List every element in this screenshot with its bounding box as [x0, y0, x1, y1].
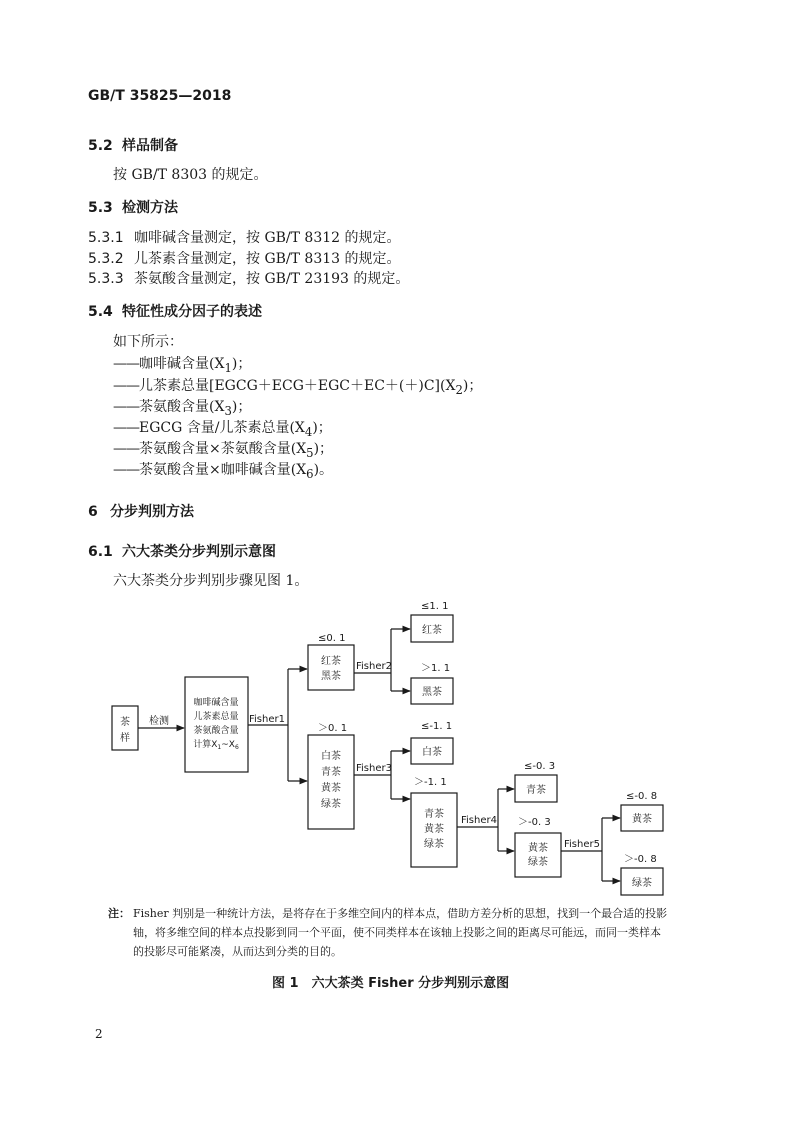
list-item: ——EGCG 含量/儿茶素总量$(X_4)$；	[113, 420, 332, 439]
section-5-3-1	[88, 227, 401, 247]
section-6-1-heading	[88, 541, 276, 561]
wqyg-line-1: 白茶	[321, 751, 341, 762]
threshold-le-m0-3: ≤-0. 3	[524, 761, 556, 772]
wqyg-line-2: 青茶	[321, 767, 341, 778]
wqyg-line-3: 黄茶	[321, 783, 341, 794]
sample-label-1: 茶	[120, 717, 130, 728]
yellow-tea-label: 黄茶	[632, 814, 652, 825]
section-5-4-intro: 如下所示：	[113, 334, 183, 350]
threshold-le-0-1: ≤0. 1	[318, 633, 346, 644]
section-5-3-heading	[88, 197, 178, 217]
oolong-tea-label: 青茶	[526, 785, 546, 796]
page-number: 2	[95, 1027, 103, 1041]
white-oolong-yellow-green-box	[308, 735, 354, 829]
standard-code: GB/T 35825—2018	[88, 88, 232, 104]
fisher-flowchart	[108, 595, 688, 900]
green-tea-label: 绿茶	[632, 878, 652, 889]
section-number: 5.3.1	[88, 230, 124, 246]
section-title: 分步判别方法	[110, 504, 194, 520]
threshold-gt-m0-3: ＞-0. 3	[518, 817, 551, 828]
section-text: 茶氨酸含量测定，按 GB/T 23193 的规定。	[134, 271, 410, 287]
list-item: ——儿茶素总量$[EGCG+ECG+EGC+EC+(+)C](X_2)$；	[113, 378, 483, 397]
fisher5-label: Fisher5	[564, 839, 600, 850]
threshold-le-m0-8: ≤-0. 8	[626, 791, 658, 802]
red-black-box	[308, 645, 354, 690]
threshold-gt-0-1: ＞0. 1	[318, 723, 348, 734]
qyg-line-3: 绿茶	[424, 839, 444, 850]
section-number: 6	[88, 504, 98, 520]
black-tea-label: 黑茶	[422, 687, 442, 698]
section-title: 六大茶类分步判别示意图	[122, 544, 276, 560]
list-item: ——茶氨酸含量$(X_3)$；	[113, 399, 252, 418]
section-number: 5.3.2	[88, 251, 124, 267]
threshold-le-1-1: ≤1. 1	[421, 601, 449, 612]
threshold-gt-1-1: ＞1. 1	[421, 663, 451, 674]
section-6-1-text: 六大茶类分步判别步骤见图 1。	[113, 573, 309, 589]
calc-line-2: 儿茶素总量	[193, 712, 239, 722]
yg-line-2: 绿茶	[528, 857, 548, 868]
fisher1-label: Fisher1	[249, 714, 285, 725]
detect-label: 检测	[149, 716, 169, 727]
section-text: 儿茶素含量测定，按 GB/T 8313 的规定。	[134, 251, 401, 267]
figure-caption: 图 1 六大茶类 Fisher 分步判别示意图	[272, 976, 510, 991]
section-title: 样品制备	[122, 138, 178, 154]
section-5-3-2	[88, 248, 401, 268]
wqyg-line-4: 绿茶	[321, 799, 341, 810]
yellow-green-box	[515, 833, 561, 877]
fisher3-label: Fisher3	[356, 763, 392, 774]
section-title: 检测方法	[122, 200, 178, 216]
calc-box	[185, 677, 248, 772]
threshold-gt-m1-1: ＞-1. 1	[414, 777, 447, 788]
fisher4-label: Fisher4	[461, 815, 497, 826]
white-tea-label: 白茶	[422, 747, 442, 758]
red-tea-label: 红茶	[422, 625, 442, 636]
section-title: 特征性成分因子的表述	[122, 304, 262, 320]
section-6-heading	[88, 501, 194, 521]
section-number: 5.3.3	[88, 271, 124, 287]
list-item: ——茶氨酸含量×茶氨酸含量$(X_5)$；	[113, 441, 334, 460]
note-label: 注：	[108, 907, 130, 920]
section-number: 5.4	[88, 304, 113, 320]
yg-line-1: 黄茶	[528, 843, 548, 854]
fisher2-label: Fisher2	[356, 661, 392, 672]
red-black-line-2: 黑茶	[321, 671, 341, 682]
list-item: ——茶氨酸含量×咖啡碱含量$(X_6)$。	[113, 462, 334, 481]
qyg-line-1: 青茶	[424, 809, 444, 820]
section-number: 6.1	[88, 544, 113, 560]
section-5-2-heading	[88, 135, 178, 155]
calc-line-1: 咖啡碱含量	[193, 698, 239, 708]
list-item: ——咖啡碱含量$(X_1)$；	[113, 356, 252, 375]
section-text: 咖啡碱含量测定，按 GB/T 8312 的规定。	[134, 230, 401, 246]
section-5-3-3	[88, 268, 409, 288]
calc-line-3: 茶氨酸含量	[193, 726, 239, 736]
threshold-gt-m0-8: ＞-0. 8	[624, 854, 657, 865]
section-number: 5.3	[88, 200, 113, 216]
note-line: 轴，将多维空间的样本点投影到同一个平面，使不同类样本在该轴上投影之间的距离尽可能远，而同一类样本	[133, 926, 661, 939]
section-5-2-text: 按 GB/T 8303 的规定。	[113, 167, 268, 183]
threshold-le-m1-1: ≤-1. 1	[421, 721, 453, 732]
sample-label-2: 样	[120, 733, 130, 744]
red-black-line-1: 红茶	[321, 656, 341, 667]
calc-line-4: 计算$X_1\sim X_6$	[193, 740, 239, 751]
note-line: Fisher 判别是一种统计方法，是将存在于多维空间内的样本点，借助方差分析的思想，找到一个最合适的投影	[133, 907, 668, 920]
section-5-4-heading	[88, 301, 262, 321]
note-line: 的投影尽可能紧凑，从而达到分类的目的。	[133, 945, 342, 958]
section-number: 5.2	[88, 138, 113, 154]
qyg-line-2: 黄茶	[424, 824, 444, 835]
